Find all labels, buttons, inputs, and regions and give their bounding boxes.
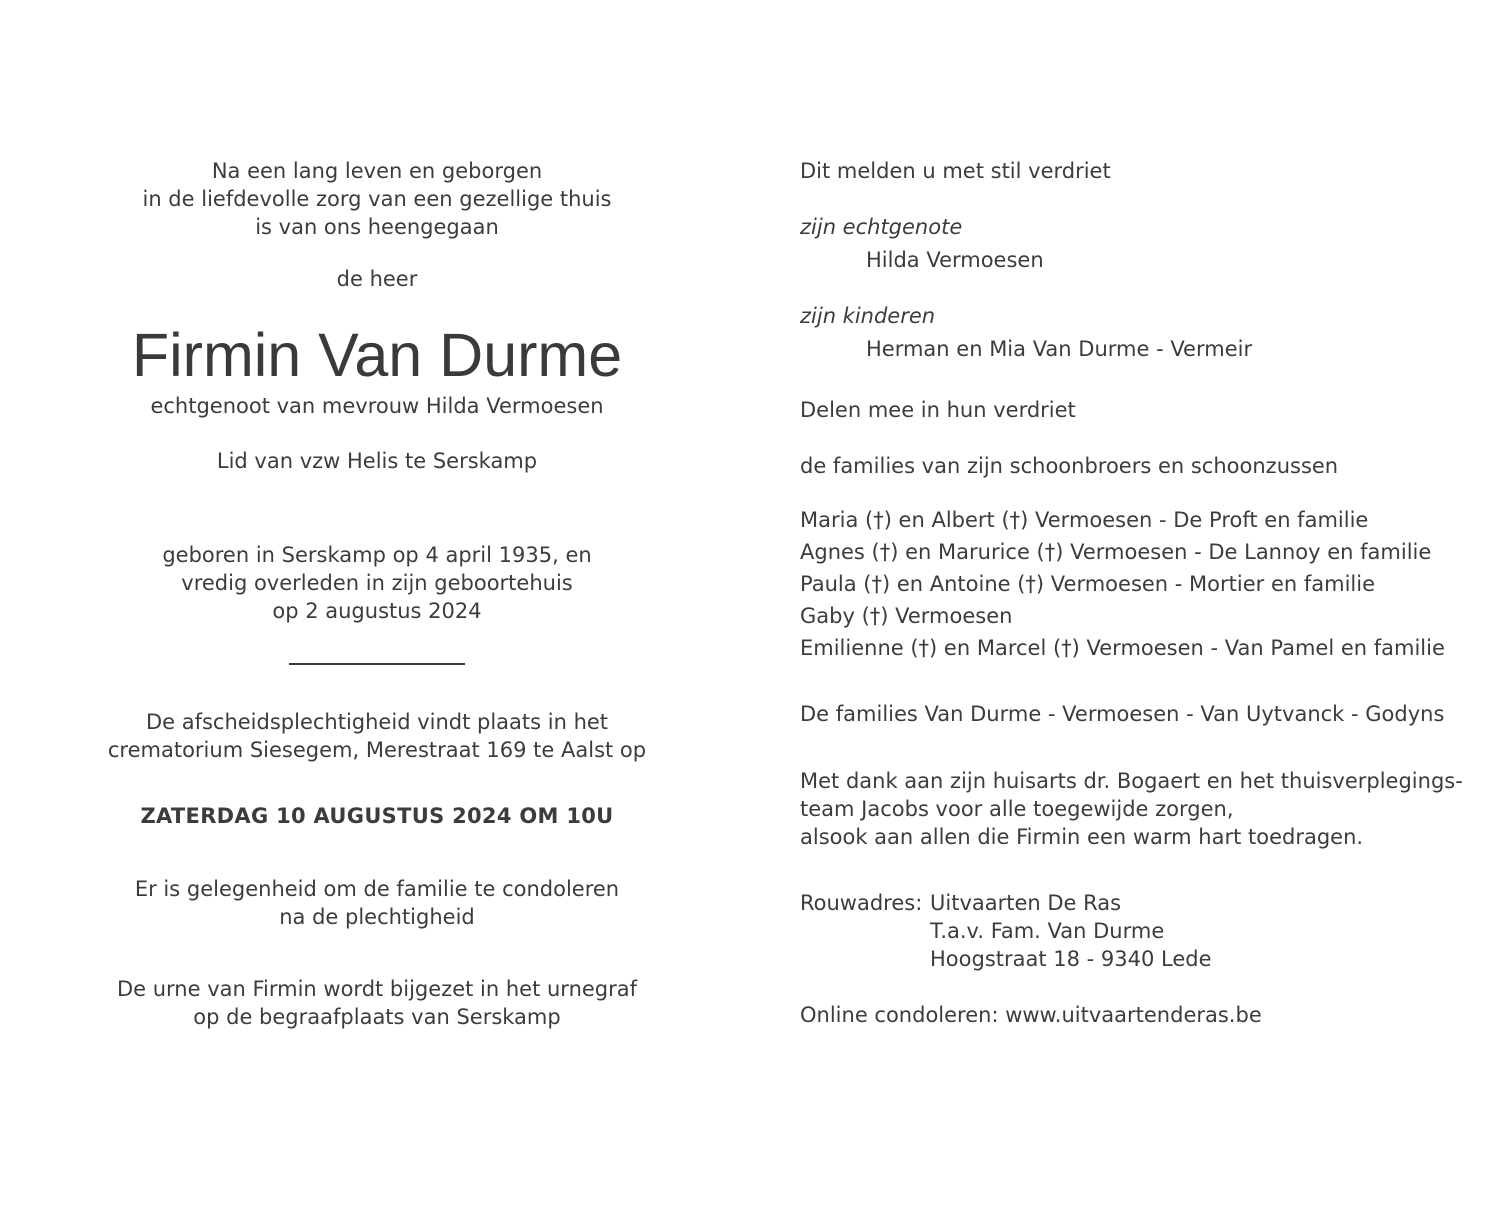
share-line: Delen mee in hun verdriet <box>800 398 1076 422</box>
families-line: de families van zijn schoonbroers en schoonzussen <box>800 454 1339 478</box>
spouse-line: echtgenoot van mevrouw Hilda Vermoesen <box>150 394 604 418</box>
thanks-line: alsook aan allen die Firmin een warm hart toedragen. <box>800 825 1364 849</box>
deceased-name: Firmin Van Durme <box>131 321 623 389</box>
announce-line: Dit melden u met stil verdriet <box>800 159 1111 183</box>
in-law-item: Paula (†) en Antoine (†) Vermoesen - Mortier en familie <box>800 572 1375 596</box>
honorific: de heer <box>336 267 418 291</box>
in-law-item: Emilienne (†) en Marcel (†) Vermoesen - Van Pamel en familie <box>800 636 1445 660</box>
address-line: T.a.v. Fam. Van Durme <box>930 919 1165 943</box>
birth-line: geboren in Serskamp op 4 april 1935, en <box>162 543 592 567</box>
thanks-line: team Jacobs voor alle toegewijde zorgen, <box>800 797 1234 821</box>
children-label: zijn kinderen <box>800 304 936 328</box>
intro-line: is van ons heengegaan <box>255 215 499 239</box>
condolence-line: Er is gelegenheid om de familie te condoleren <box>134 877 620 901</box>
divider <box>289 663 465 665</box>
member-line: Lid van vzw Helis te Serskamp <box>216 449 538 473</box>
ceremony-date: ZATERDAG 10 AUGUSTUS 2024 OM 10U <box>140 804 614 828</box>
condolence-line: na de plechtigheid <box>279 905 475 929</box>
in-law-item: Gaby (†) Vermoesen <box>800 604 1013 628</box>
spouse-name: Hilda Vermoesen <box>866 248 1044 272</box>
thanks-line: Met dank aan zijn huisarts dr. Bogaert en het thuisverplegings- <box>800 769 1463 793</box>
address-label: Rouwadres: <box>800 891 923 915</box>
intro-line: Na een lang leven en geborgen <box>211 159 543 183</box>
address-line: Hoogstraat 18 - 9340 Lede <box>930 947 1212 971</box>
spouse-label: zijn echtgenote <box>800 215 963 239</box>
address-line: Uitvaarten De Ras <box>930 891 1122 915</box>
children-names: Herman en Mia Van Durme - Vermeir <box>866 337 1253 361</box>
urn-line: De urne van Firmin wordt bijgezet in het urnegraf <box>116 977 638 1001</box>
intro-line: in de liefdevolle zorg van een gezellige thuis <box>142 187 612 211</box>
families-final: De families Van Durme - Vermoesen - Van Uytvanck - Godyns <box>800 702 1445 726</box>
birth-line: op 2 augustus 2024 <box>272 599 482 623</box>
in-law-item: Agnes (†) en Marurice (†) Vermoesen - De Lannoy en familie <box>800 540 1432 564</box>
online-condolence: Online condoleren: www.uitvaartenderas.be <box>800 1003 1262 1027</box>
in-law-item: Maria (†) en Albert (†) Vermoesen - De Proft en familie <box>800 508 1369 532</box>
birth-line: vredig overleden in zijn geboortehuis <box>181 571 573 595</box>
ceremony-line: De afscheidsplechtigheid vindt plaats in het <box>145 710 609 734</box>
ceremony-line: crematorium Siesegem, Merestraat 169 te Aalst op <box>107 738 647 762</box>
urn-line: op de begraafplaats van Serskamp <box>193 1005 561 1029</box>
